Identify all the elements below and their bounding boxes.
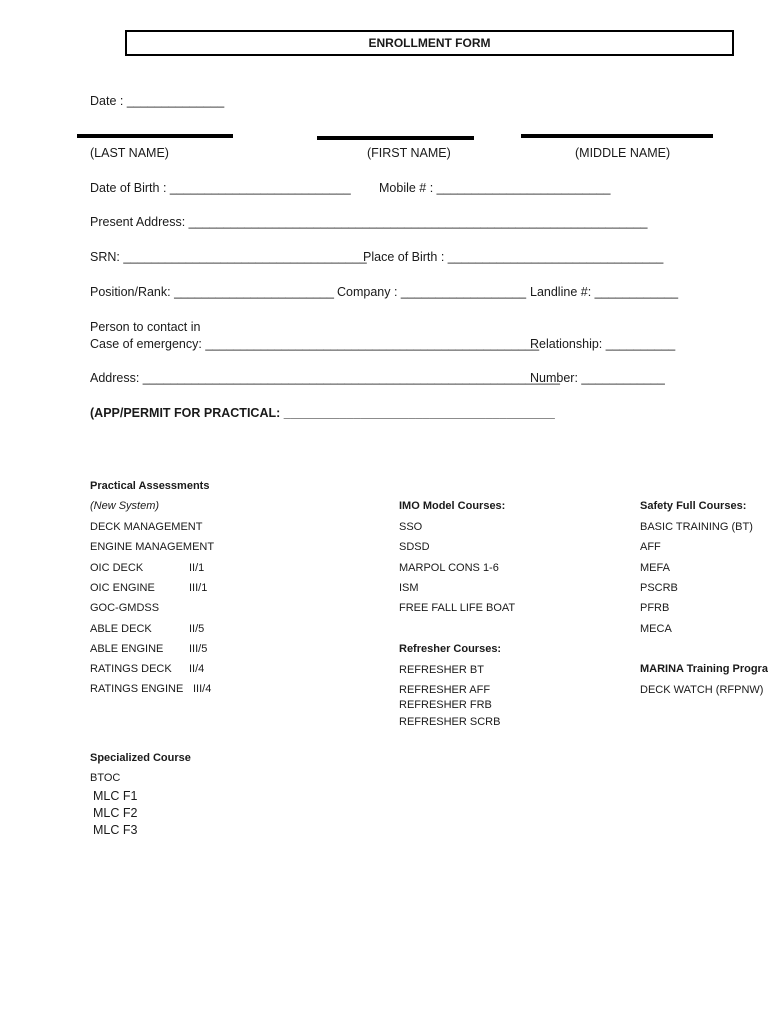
marina-heading: MARINA Training Progra xyxy=(640,663,768,675)
date-field[interactable]: Date : ______________ xyxy=(90,94,225,108)
company-field[interactable]: Company : __________________ xyxy=(337,285,527,299)
relationship-field[interactable]: Relationship: __________ xyxy=(530,337,676,351)
middle-name-label: (MIDDLE NAME) xyxy=(575,146,671,160)
list-item: PSCRB xyxy=(640,581,678,594)
safety-heading: Safety Full Courses: xyxy=(640,500,747,512)
refresher-heading: Refresher Courses: xyxy=(399,643,502,655)
list-item: BTOC xyxy=(90,772,121,784)
present-address-field[interactable]: Present Address: __________________________________________________________________ xyxy=(90,215,648,229)
list-item-code: III/1 xyxy=(189,581,208,594)
list-item: PFRB xyxy=(640,602,670,615)
list-item: SSO xyxy=(399,521,423,533)
srn-field[interactable]: SRN: ___________________________________ xyxy=(90,250,367,264)
list-item: DECK MANAGEMENT xyxy=(90,521,203,533)
list-item: ABLE ENGINE xyxy=(90,642,164,655)
number-field[interactable]: Number: ____________ xyxy=(530,371,665,385)
form-title: ENROLLMENT FORM xyxy=(125,30,734,56)
list-item: OIC ENGINE xyxy=(90,581,155,594)
list-item: REFRESHER SCRB xyxy=(399,716,501,728)
permit-field[interactable]: (APP/PERMIT FOR PRACTICAL: _______________________________________ xyxy=(90,406,555,420)
list-item: REFRESHER FRB xyxy=(399,699,492,711)
first-name-label: (FIRST NAME) xyxy=(367,146,451,160)
specialized-heading: Specialized Course xyxy=(90,752,191,764)
list-item: MLC F1 xyxy=(93,789,138,803)
last-name-label: (LAST NAME) xyxy=(90,146,169,160)
list-item-code: III/5 xyxy=(189,642,208,655)
list-item: ABLE DECK xyxy=(90,622,152,635)
middle-name-line[interactable] xyxy=(521,134,713,138)
list-item: RATINGS ENGINE xyxy=(90,683,184,696)
list-item-code: II/4 xyxy=(189,663,205,676)
mobile-field[interactable]: Mobile # : _________________________ xyxy=(379,181,611,195)
list-item: ISM xyxy=(399,581,419,594)
dob-field[interactable]: Date of Birth : __________________________ xyxy=(90,181,351,195)
position-rank-field[interactable]: Position/Rank: _______________________ xyxy=(90,285,334,299)
list-item: SDSD xyxy=(399,541,430,554)
emergency-contact-field[interactable]: Case of emergency: ________________________________________________ xyxy=(90,337,540,351)
list-item: REFRESHER BT xyxy=(399,664,484,676)
list-item: RATINGS DECK xyxy=(90,663,172,676)
address-field[interactable]: Address: ____________________________________________________________ xyxy=(90,371,560,385)
last-name-line[interactable] xyxy=(77,134,233,138)
list-item: FREE FALL LIFE BOAT xyxy=(399,602,516,615)
list-item: GOC-GMDSS xyxy=(90,602,160,615)
list-item-code: II/5 xyxy=(189,622,205,635)
list-item: AFF xyxy=(640,541,661,554)
list-item: DECK WATCH (RFPNW) xyxy=(640,684,764,696)
list-item: MLC F3 xyxy=(93,823,138,837)
place-of-birth-field[interactable]: Place of Birth : _______________________________ xyxy=(363,250,664,264)
list-item-code: II/1 xyxy=(189,561,205,574)
landline-field[interactable]: Landline #: ____________ xyxy=(530,285,679,299)
imo-heading: IMO Model Courses: xyxy=(399,500,506,512)
list-item: OIC DECK xyxy=(90,561,144,574)
practical-subheading: (New System) xyxy=(90,500,160,512)
list-item: MEFA xyxy=(640,561,670,574)
list-item: ENGINE MANAGEMENT xyxy=(90,541,215,554)
list-item: MARPOL CONS 1-6 xyxy=(399,561,499,574)
list-item: REFRESHER AFF xyxy=(399,684,491,696)
list-item: MLC F2 xyxy=(93,806,138,820)
list-item: MECA xyxy=(640,622,672,635)
contact-label: Person to contact in xyxy=(90,320,201,334)
list-item-code: III/4 xyxy=(193,683,212,696)
list-item: BASIC TRAINING (BT) xyxy=(640,521,753,533)
practical-heading: Practical Assessments xyxy=(90,480,210,492)
first-name-line[interactable] xyxy=(317,136,474,140)
